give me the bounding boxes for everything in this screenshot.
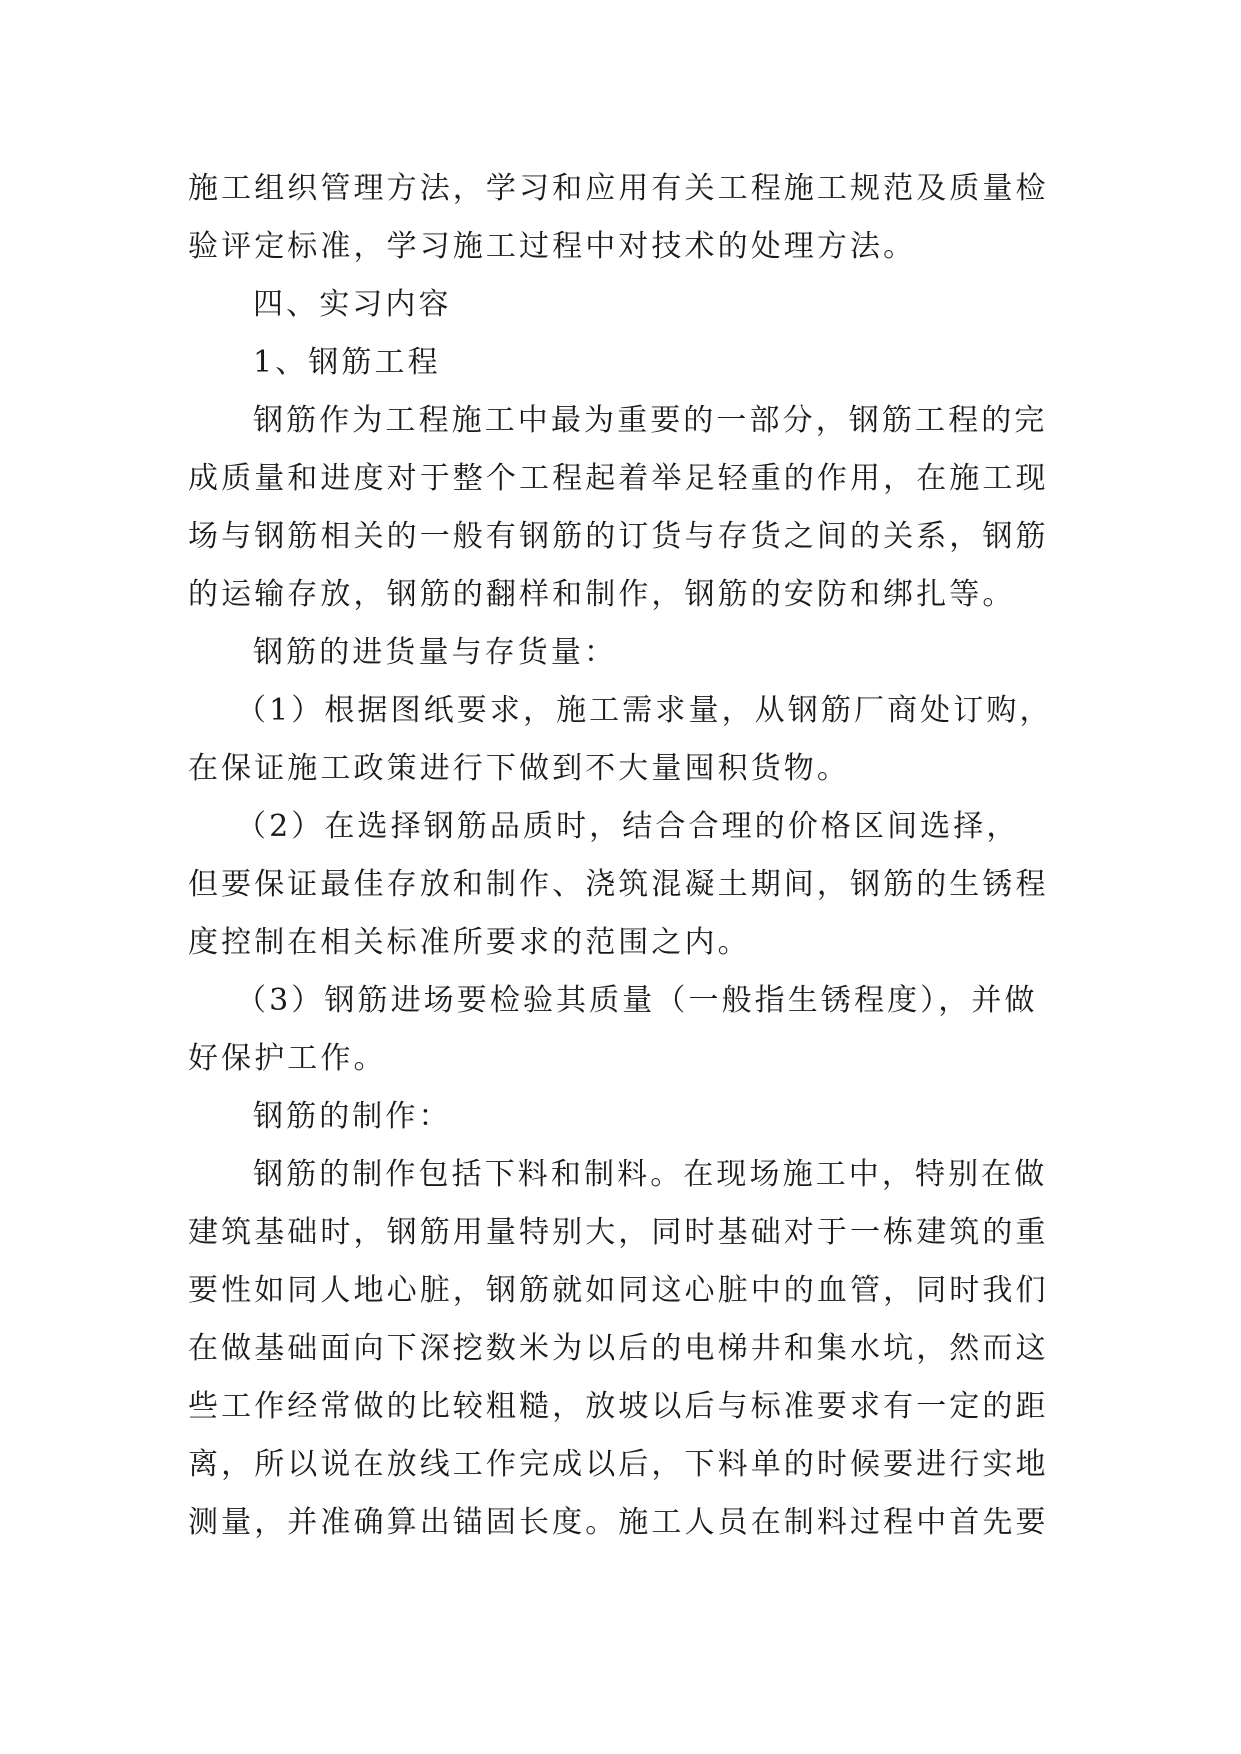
text-line: 施工组织管理方法，学习和应用有关工程施工规范及质量检 xyxy=(188,171,1049,206)
text-line: 离，所以说在放线工作完成以后，下料单的时候要进行实地 xyxy=(188,1447,1049,1482)
list-item: （3）钢筋进场要检验其质量（一般指生锈程度），并做 xyxy=(236,983,1038,1018)
text-line: 建筑基础时，钢筋用量特别大，同时基础对于一栋建筑的重 xyxy=(188,1215,1049,1250)
text-line: 些工作经常做的比较粗糙，放坡以后与标准要求有一定的距 xyxy=(188,1389,1049,1424)
body-text xyxy=(188,160,1058,1552)
text-line: 场与钢筋相关的一般有钢筋的订货与存货之间的关系，钢筋 xyxy=(188,519,1049,554)
list-item: （1）根据图纸要求，施工需求量，从钢筋厂商处订购， xyxy=(236,693,1053,728)
text-line: 钢筋的制作包括下料和制料。在现场施工中，特别在做 xyxy=(253,1157,1048,1192)
subsection-heading: 1、钢筋工程 xyxy=(253,345,441,380)
text-line: 测量，并准确算出锚固长度。施工人员在制料过程中首先要 xyxy=(188,1505,1049,1540)
text-line: 度控制在相关标准所要求的范围之内。 xyxy=(188,925,751,960)
text-line: 成质量和进度对于整个工程起着举足轻重的作用，在施工现 xyxy=(188,461,1049,496)
text-line: 好保护工作。 xyxy=(188,1041,387,1076)
text-line: 钢筋的制作： xyxy=(253,1099,452,1134)
text-line: 钢筋作为工程施工中最为重要的一部分，钢筋工程的完 xyxy=(253,403,1048,438)
section-heading: 四、实习内容 xyxy=(253,287,452,322)
text-line: 验评定标准，学习施工过程中对技术的处理方法。 xyxy=(188,229,917,264)
text-line: 的运输存放，钢筋的翻样和制作，钢筋的安防和绑扎等。 xyxy=(188,577,1016,612)
list-item: （2）在选择钢筋品质时，结合合理的价格区间选择， xyxy=(236,809,1020,844)
text-line: 但要保证最佳存放和制作、浇筑混凝土期间，钢筋的生锈程 xyxy=(188,867,1049,902)
text-line: 在做基础面向下深挖数米为以后的电梯井和集水坑，然而这 xyxy=(188,1331,1049,1366)
text-line: 在保证施工政策进行下做到不大量囤积货物。 xyxy=(188,751,850,786)
text-line: 要性如同人地心脏，钢筋就如同这心脏中的血管，同时我们 xyxy=(188,1273,1049,1308)
text-line: 钢筋的进货量与存货量： xyxy=(253,635,618,670)
